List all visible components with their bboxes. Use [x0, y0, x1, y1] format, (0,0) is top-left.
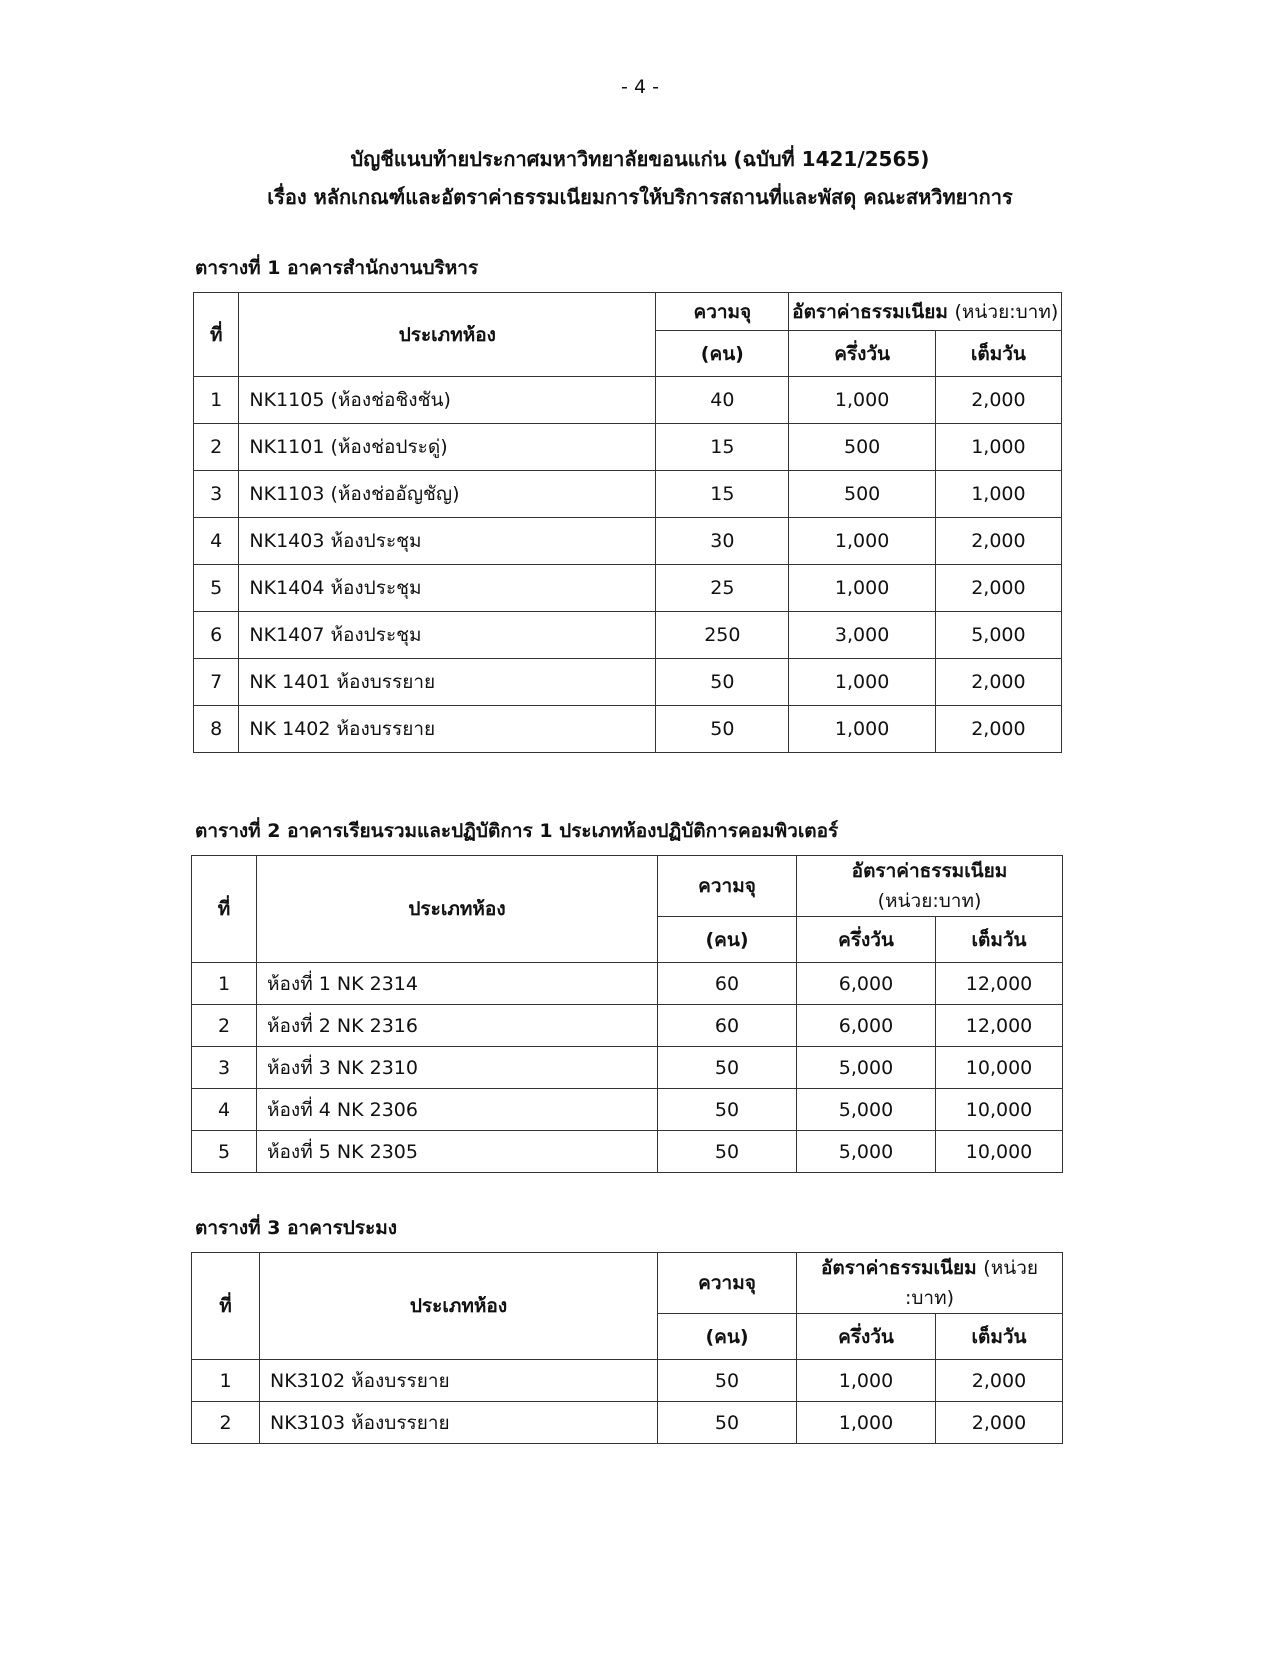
row-half-day-fee: 6,000 [797, 1005, 936, 1047]
page-number: - 4 - [621, 76, 659, 98]
table-row [194, 659, 1062, 706]
row-half-day-fee: 1,000 [789, 377, 935, 424]
table-3-caption: ตารางที่ 3 อาคารประมง [195, 1217, 398, 1239]
row-capacity: 60 [658, 1005, 797, 1047]
header-rate-unit: (หน่วย:บาท) [877, 890, 982, 912]
row-full-day-fee: 10,000 [936, 1089, 1063, 1131]
header-no: ที่ [194, 293, 239, 377]
header-rate-unit: (หน่วย :บาท) [904, 1257, 1039, 1309]
row-no: 2 [192, 1402, 260, 1444]
row-half-day-fee: 1,000 [789, 565, 935, 612]
header-rate [789, 293, 1062, 331]
row-capacity: 50 [658, 1089, 797, 1131]
table-row [194, 565, 1062, 612]
row-room: ห้องที่ 2 NK 2316 [257, 1005, 658, 1047]
table-row [192, 1005, 1063, 1047]
row-half-day-fee: 5,000 [797, 1047, 936, 1089]
row-no: 1 [192, 1360, 260, 1402]
row-room: NK3102 ห้องบรรยาย [260, 1360, 658, 1402]
row-half-day-fee: 500 [789, 424, 935, 471]
row-full-day-fee: 2,000 [935, 565, 1061, 612]
table-row [194, 377, 1062, 424]
table-row [192, 1089, 1063, 1131]
document-heading [0, 140, 1280, 216]
header-full-day: เต็มวัน [936, 917, 1063, 963]
row-capacity: 30 [656, 518, 789, 565]
row-room: NK 1401 ห้องบรรยาย [239, 659, 656, 706]
row-capacity: 50 [658, 1131, 797, 1173]
header-no: ที่ [192, 1253, 260, 1360]
row-capacity: 50 [656, 659, 789, 706]
row-room: NK1105 (ห้องช่อชิงชัน) [239, 377, 656, 424]
row-no: 3 [194, 471, 239, 518]
header-full-day: เต็มวัน [936, 1314, 1063, 1360]
row-no: 2 [192, 1005, 257, 1047]
row-capacity: 15 [656, 471, 789, 518]
row-half-day-fee: 1,000 [789, 659, 935, 706]
row-capacity: 50 [656, 706, 789, 753]
header-room-type: ประเภทห้อง [260, 1253, 658, 1360]
header-capacity-unit: (คน) [656, 331, 789, 377]
row-no: 3 [192, 1047, 257, 1089]
table-3 [191, 1252, 1063, 1444]
header-no: ที่ [192, 856, 257, 963]
row-half-day-fee: 1,000 [797, 1402, 936, 1444]
row-capacity: 25 [656, 565, 789, 612]
row-capacity: 50 [658, 1360, 797, 1402]
row-half-day-fee: 5,000 [797, 1089, 936, 1131]
header-rate-unit: (หน่วย:บาท) [954, 300, 1059, 323]
row-room: ห้องที่ 5 NK 2305 [257, 1131, 658, 1173]
row-no: 6 [194, 612, 239, 659]
row-room: NK1101 (ห้องช่อประดู่) [239, 424, 656, 471]
row-full-day-fee: 1,000 [935, 471, 1061, 518]
row-capacity: 15 [656, 424, 789, 471]
heading-line-2: เรื่อง หลักเกณฑ์และอัตราค่าธรรมเนียมการให้บริการสถานที่และพัสดุ คณะสหวิทยาการ [267, 185, 1013, 209]
table-2 [191, 855, 1063, 1173]
table-row [192, 1402, 1063, 1444]
row-room: ห้องที่ 4 NK 2306 [257, 1089, 658, 1131]
row-half-day-fee: 1,000 [789, 518, 935, 565]
row-full-day-fee: 2,000 [936, 1360, 1063, 1402]
table-row [192, 1131, 1063, 1173]
table-row [192, 963, 1063, 1005]
row-room: NK1403 ห้องประชุม [239, 518, 656, 565]
header-rate [797, 1253, 1063, 1314]
table-row [192, 1360, 1063, 1402]
table-1-caption: ตารางที่ 1 อาคารสำนักงานบริหาร [195, 257, 479, 279]
row-room: ห้องที่ 3 NK 2310 [257, 1047, 658, 1089]
row-capacity: 50 [658, 1047, 797, 1089]
row-no: 4 [192, 1089, 257, 1131]
row-room: NK3103 ห้องบรรยาย [260, 1402, 658, 1444]
header-capacity-unit: (คน) [658, 1314, 797, 1360]
row-half-day-fee: 1,000 [797, 1360, 936, 1402]
header-rate-label: อัตราค่าธรรมเนียม [820, 1257, 977, 1279]
row-room: NK1404 ห้องประชุม [239, 565, 656, 612]
table-row [194, 424, 1062, 471]
row-capacity: 40 [656, 377, 789, 424]
row-full-day-fee: 2,000 [935, 377, 1061, 424]
row-full-day-fee: 5,000 [935, 612, 1061, 659]
table-row [194, 471, 1062, 518]
row-full-day-fee: 1,000 [935, 424, 1061, 471]
header-full-day: เต็มวัน [935, 331, 1061, 377]
header-room-type: ประเภทห้อง [257, 856, 658, 963]
header-capacity: ความจุ [658, 856, 797, 917]
header-half-day: ครึ่งวัน [789, 331, 935, 377]
header-half-day: ครึ่งวัน [797, 917, 936, 963]
row-no: 1 [192, 963, 257, 1005]
heading-line-1: บัญชีแนบท้ายประกาศมหาวิทยาลัยขอนแก่น (ฉบับที่ 1421/2565) [350, 147, 930, 171]
table-2-caption: ตารางที่ 2 อาคารเรียนรวมและปฏิบัติการ 1 ประเภทห้องปฏิบัติการคอมพิวเตอร์ [195, 820, 839, 842]
row-full-day-fee: 2,000 [935, 518, 1061, 565]
row-half-day-fee: 1,000 [789, 706, 935, 753]
row-capacity: 250 [656, 612, 789, 659]
header-rate-label: อัตราค่าธรรมเนียม [851, 860, 1008, 882]
row-no: 4 [194, 518, 239, 565]
table-row [194, 706, 1062, 753]
row-half-day-fee: 3,000 [789, 612, 935, 659]
row-full-day-fee: 10,000 [936, 1131, 1063, 1173]
row-full-day-fee: 10,000 [936, 1047, 1063, 1089]
row-capacity: 50 [658, 1402, 797, 1444]
row-room: NK1407 ห้องประชุม [239, 612, 656, 659]
header-capacity: ความจุ [656, 293, 789, 331]
row-no: 7 [194, 659, 239, 706]
row-room: ห้องที่ 1 NK 2314 [257, 963, 658, 1005]
row-half-day-fee: 500 [789, 471, 935, 518]
row-full-day-fee: 12,000 [936, 963, 1063, 1005]
table-1 [193, 292, 1062, 753]
row-no: 2 [194, 424, 239, 471]
row-no: 8 [194, 706, 239, 753]
header-room-type: ประเภทห้อง [239, 293, 656, 377]
table-row [194, 612, 1062, 659]
header-half-day: ครึ่งวัน [797, 1314, 936, 1360]
header-capacity: ความจุ [658, 1253, 797, 1314]
row-room: NK1103 (ห้องช่ออัญชัญ) [239, 471, 656, 518]
row-capacity: 60 [658, 963, 797, 1005]
row-half-day-fee: 6,000 [797, 963, 936, 1005]
header-capacity-unit: (คน) [658, 917, 797, 963]
row-full-day-fee: 2,000 [935, 706, 1061, 753]
table-row [194, 518, 1062, 565]
row-no: 5 [192, 1131, 257, 1173]
row-half-day-fee: 5,000 [797, 1131, 936, 1173]
row-no: 1 [194, 377, 239, 424]
row-no: 5 [194, 565, 239, 612]
table-row [192, 1047, 1063, 1089]
row-full-day-fee: 12,000 [936, 1005, 1063, 1047]
header-rate-label: อัตราค่าธรรมเนียม [792, 300, 948, 323]
row-full-day-fee: 2,000 [935, 659, 1061, 706]
row-room: NK 1402 ห้องบรรยาย [239, 706, 656, 753]
row-full-day-fee: 2,000 [936, 1402, 1063, 1444]
header-rate [797, 856, 1063, 917]
